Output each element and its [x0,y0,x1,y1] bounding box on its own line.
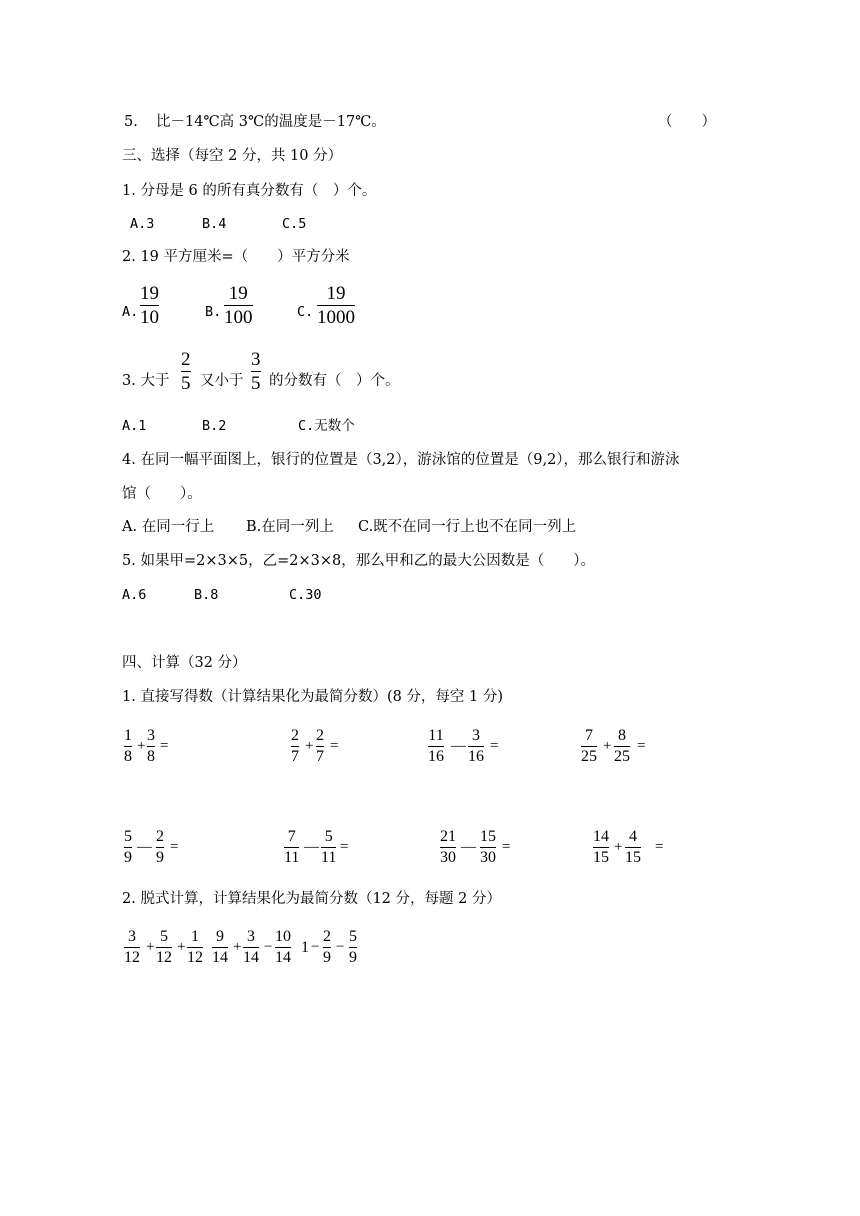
s3-q1-text: 1. 分母是 6 的所有真分数有（ ）个。 [122,183,377,199]
denominator: 9 [323,949,331,966]
numerator: 5 [160,928,168,945]
numerator: 2 [323,928,331,945]
denominator: 8 [147,748,155,765]
s3-q2-option-a-label: A. [122,304,139,320]
denominator: 14 [275,949,291,966]
denominator: 11 [321,849,337,866]
numerator: 2 [181,349,191,370]
equals-sign: = [637,738,646,754]
s3-q3-post: 的分数有（ ）个。 [269,373,400,389]
s4-part1-title: 1. 直接写得数（计算结果化为最简分数）(8 分，每空 1 分) [122,689,504,705]
s3-q3-option-b: B.2 [202,418,227,434]
numerator: 2 [291,727,299,744]
numerator: 3 [472,727,480,744]
whole-number: 1 [301,939,309,956]
denominator: 9 [349,949,357,966]
numerator: 3 [128,928,136,945]
denominator: 9 [124,849,132,866]
numerator: 9 [216,928,224,945]
judge-q5-text: 比－14℃高 3℃的温度是－17℃。 [156,114,386,130]
s3-q2-option-b-fraction [224,284,253,327]
s3-q5-option-c: C.30 [289,587,322,603]
numerator: 7 [287,828,296,845]
denominator: 16 [428,748,444,765]
numerator: 2 [156,828,164,845]
numerator: 7 [585,727,593,744]
denominator: 5 [251,373,261,394]
numerator: 19 [140,283,159,304]
denominator: 12 [156,949,172,966]
numerator: 1 [191,928,199,945]
s3-q2-option-c-fraction [317,284,355,327]
denominator: 100 [224,307,253,328]
minus-operator: − [264,939,273,955]
denominator: 15 [593,849,609,866]
denominator: 14 [243,949,259,966]
s3-q3-fraction-2 [251,350,261,393]
s3-q4-text-line1: 4. 在同一幅平面图上，银行的位置是（3,2），游泳馆的位置是（9,2），那么银行和游泳 [122,452,680,468]
s3-q2-option-b-label: B. [205,304,222,320]
denominator: 11 [284,849,300,866]
equals-sign: = [330,738,339,754]
denominator: 10 [140,307,159,328]
denominator: 1000 [317,307,355,328]
denominator: 25 [614,748,630,765]
denominator: 15 [625,849,641,866]
section3-title: 三、选择（每空 2 分，共 10 分） [122,148,343,164]
minus-operator: − [336,939,345,955]
s3-q4-text-line2: 馆（ ）。 [122,486,202,502]
s3-q2-option-c-label: C. [297,304,314,320]
equals-sign: = [655,839,664,855]
equals-sign: = [340,839,349,855]
numerator: 3 [147,727,155,744]
s3-q3-mid: 又小于 [200,373,244,389]
numerator: 21 [440,828,456,845]
judge-q5-number: 5. [124,114,138,130]
plus-operator: + [137,738,146,754]
numerator: 5 [349,928,357,945]
s3-q4-option-b: B.在同一列上 [246,519,334,535]
s3-q5-option-b: B.8 [194,587,219,603]
numerator: 5 [324,828,333,845]
numerator: 3 [247,928,255,945]
s3-q3-fraction-1 [181,350,191,393]
numerator: 10 [275,928,291,945]
s3-q1-option-a: A.3 [130,216,155,232]
numerator: 11 [428,727,444,744]
denominator: 16 [468,748,484,765]
denominator: 7 [291,748,299,765]
s3-q1-option-c: C.5 [282,216,307,232]
denominator: 30 [480,849,496,866]
numerator: 1 [124,727,132,744]
minus-operator: — [304,839,319,855]
minus-operator: − [311,939,320,955]
s3-q5-option-a: A.6 [122,587,147,603]
s3-q2-text: 2. 19 平方厘米=（ ）平方分米 [122,249,350,265]
s3-q3-option-a: A.1 [122,418,147,434]
plus-operator: + [233,939,242,955]
numerator: 19 [326,283,346,304]
judge-q5-answer-paren: （ ） [658,114,716,130]
equals-sign: = [490,738,499,754]
numerator: 2 [316,727,324,744]
plus-operator: + [614,839,623,855]
s3-q1-option-b: B.4 [202,216,227,232]
plus-operator: + [146,939,155,955]
denominator: 9 [156,849,164,866]
s3-q2-option-a-fraction [140,284,159,327]
numerator: 14 [593,828,609,845]
numerator: 4 [629,828,637,845]
s3-q3-option-c: C.无数个 [298,418,355,434]
section4-title: 四、计算（32 分） [122,655,247,671]
numerator: 5 [124,828,132,845]
equals-sign: = [502,839,511,855]
numerator: 19 [228,283,248,304]
denominator: 12 [187,949,203,966]
equals-sign: = [170,839,179,855]
s3-q4-option-a: A. 在同一行上 [122,519,215,535]
denominator: 14 [212,949,228,966]
minus-operator: — [451,738,466,754]
denominator: 7 [316,748,324,765]
plus-operator: + [177,939,186,955]
numerator: 3 [251,349,261,370]
denominator: 12 [124,949,140,966]
denominator: 8 [124,748,132,765]
denominator: 25 [581,748,597,765]
minus-operator: — [137,839,152,855]
s3-q3-pre: 3. 大于 [122,373,170,389]
equals-sign: = [160,738,169,754]
denominator: 5 [181,373,191,394]
numerator: 8 [618,727,626,744]
s3-q5-text: 5. 如果甲=2×3×5，乙=2×3×8，那么甲和乙的最大公因数是（ ）。 [122,553,595,569]
numerator: 15 [480,828,496,845]
minus-operator: — [461,839,476,855]
s4-part2-title: 2. 脱式计算，计算结果化为最简分数（12 分，每题 2 分） [122,891,501,907]
s3-q4-option-c: C.既不在同一行上也不在同一列上 [358,519,577,535]
denominator: 30 [440,849,456,866]
plus-operator: + [305,738,314,754]
plus-operator: + [603,738,612,754]
